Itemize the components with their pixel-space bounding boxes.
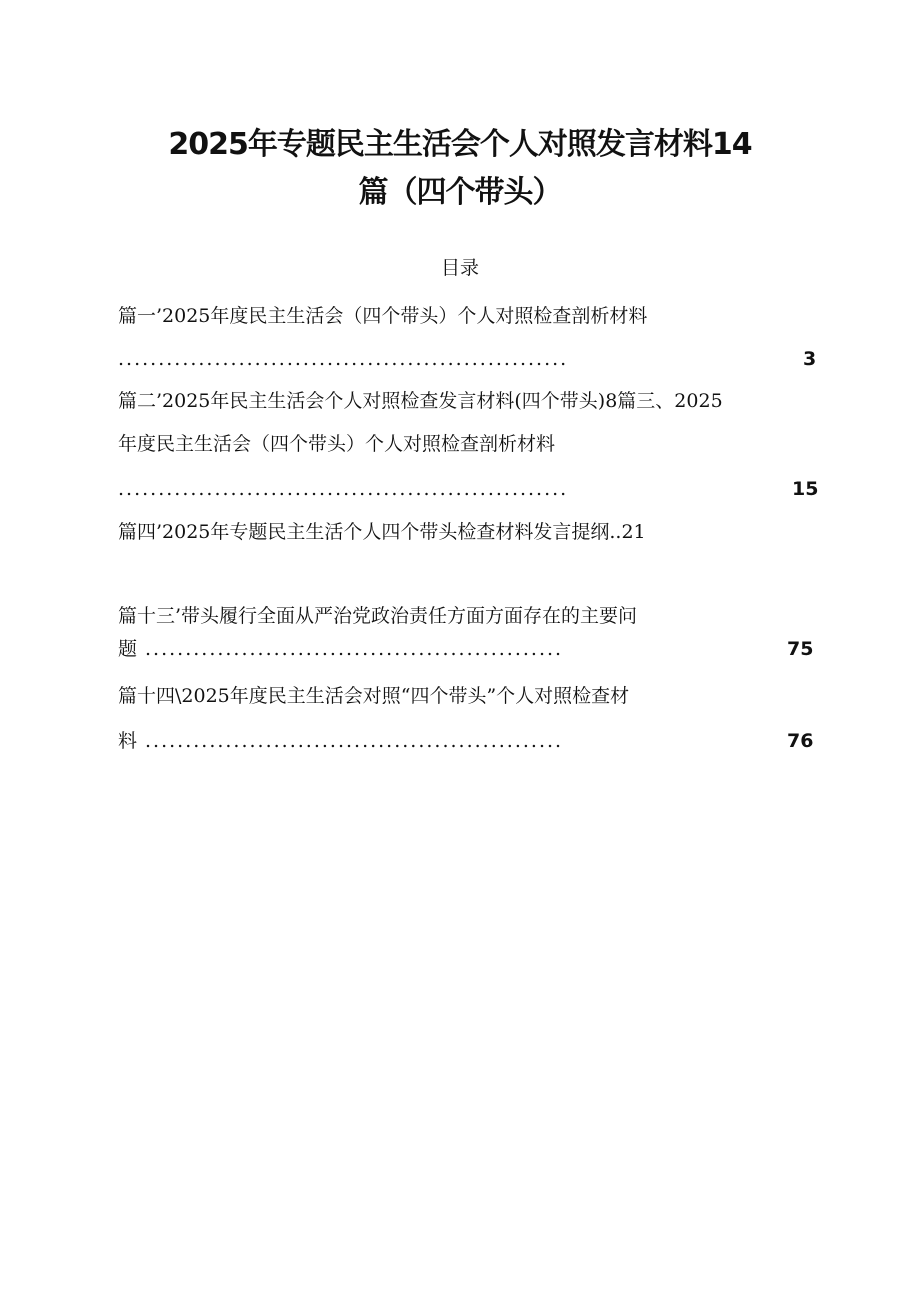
toc-entry-1-leader: ........................................................: [118, 348, 569, 370]
toc-entry-4-leader: ....................................................: [145, 638, 564, 660]
toc-entry-2-leader: ........................................................: [118, 478, 569, 500]
toc-entry-1-page[interactable]: 3: [803, 348, 817, 370]
toc-entry-3-title[interactable]: 篇四’2025年专题民主生活个人四个带头检查材料发言提纲..21: [118, 521, 646, 543]
document-title-line-2: 篇（四个带头）: [358, 175, 562, 210]
toc-entry-2-page[interactable]: 15: [792, 478, 819, 500]
toc-heading: 目录: [440, 257, 479, 279]
toc-entry-4-page[interactable]: 75: [787, 638, 814, 660]
toc-entry-5-page[interactable]: 76: [787, 730, 814, 752]
document-title-line-1: 2025年专题民主生活会个人对照发言材料14: [168, 127, 752, 162]
toc-entry-2-title-line-2[interactable]: 年度民主生活会（四个带头）个人对照检查剖析材料: [118, 433, 556, 455]
toc-entry-4-title-line-2[interactable]: 题: [118, 638, 138, 660]
toc-entry-4-title-line-1[interactable]: 篇十三’带头履行全面从严治党政治责任方面方面存在的主要问: [118, 605, 638, 627]
toc-entry-2-title-line-1[interactable]: 篇二’2025年民主生活会个人对照检查发言材料(四个带头)8篇三、2025: [118, 390, 723, 412]
toc-entry-5-title-line-2[interactable]: 料: [118, 730, 138, 752]
toc-entry-5-title-line-1[interactable]: 篇十四\2025年度民主生活会对照“四个带头”个人对照检查材: [118, 685, 630, 707]
toc-entry-1-title[interactable]: 篇一’2025年度民主生活会（四个带头）个人对照检查剖析材料: [118, 305, 648, 327]
toc-entry-5-leader: ....................................................: [145, 730, 564, 752]
